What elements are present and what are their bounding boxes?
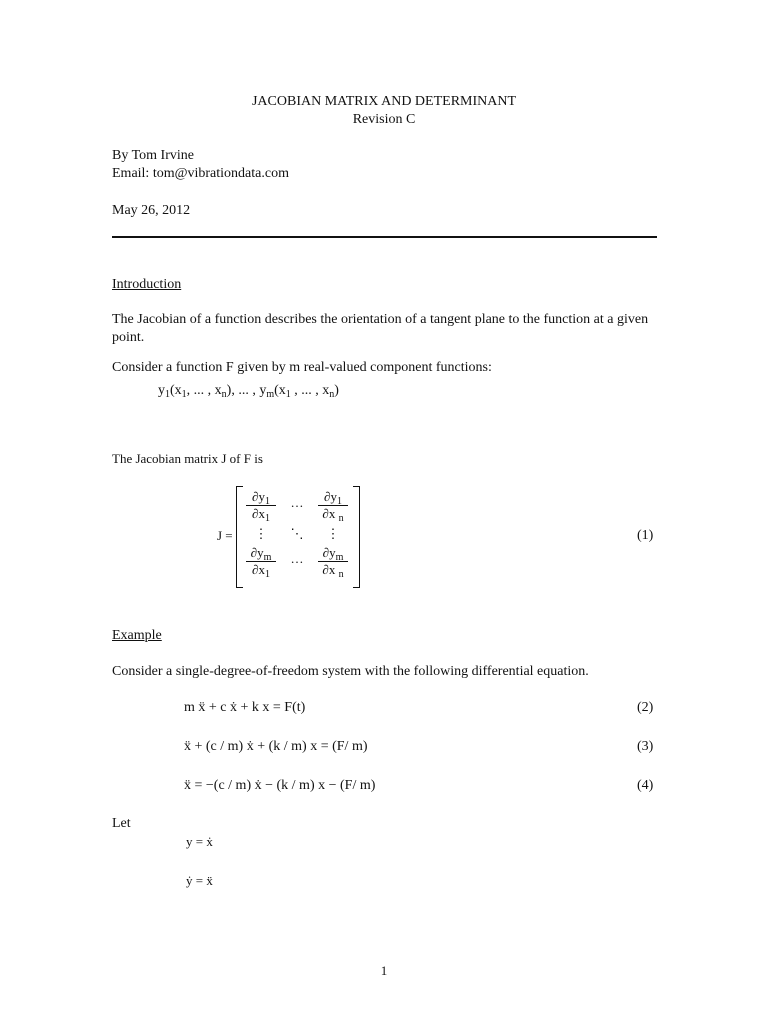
example-paragraph: Consider a single-degree-of-freedom system with the following differential equation. [112,664,589,679]
matrix-left-bracket [236,486,243,588]
equation-number-4: (4) [637,778,654,793]
example-heading: Example [112,628,162,643]
jacobian-matrix-intro: The Jacobian matrix J of F is [112,451,263,466]
document-title: JACOBIAN MATRIX AND DETERMINANT [251,94,517,109]
header-divider [112,236,657,238]
matrix-hdots-bottom: … [290,551,304,566]
component-functions-text: $y_1(x_1$, ... , $x_n$), ... , $y_m(x_1$ , ... , $x_n$) [158,383,339,400]
matrix-label: J = [217,528,233,543]
author-email: Email: tom@vibrationdata.com [112,166,289,181]
let-equation-1: y = ẋ [186,834,213,849]
let-label: Let [112,816,131,831]
introduction-paragraph: The Jacobian of a function describes the orientation of a tangent plane to the function at a given point. [112,312,649,345]
matrix-cell-dym-dxn: $\frac{\partial y_m}{\partial x _n}$ [318,546,348,577]
introduction-heading: Introduction [112,277,182,292]
component-functions-expression [158,382,339,400]
equation-number-1: (1) [637,528,654,543]
matrix-cell-dy1-dx1: $\frac{\partial y_1}{\partial x_1}$ [246,490,276,521]
matrix-vdots-right: ⋮ [326,526,340,541]
jacobian-matrix [236,486,360,586]
let-equation-2: ẏ = ẍ [186,873,213,888]
document-date: May 26, 2012 [112,203,191,218]
equation-number-3: (3) [637,739,654,754]
document-revision: Revision C [352,112,416,127]
matrix-ddots: ⋱ [290,526,304,541]
equation-2: m ẍ + c ẋ + k x = F(t) [184,700,306,715]
equation-4: ẍ = −(c / m) ẋ − (k / m) x − (F/ m) [184,778,376,793]
page-number: 1 [380,963,388,978]
equation-number-2: (2) [637,700,654,715]
component-functions-sentence: Consider a function F given by m real-valued component functions: [112,360,492,375]
author-byline: By Tom Irvine [112,148,194,163]
matrix-cell-dym-dx1: $\frac{\partial y_m}{\partial x_1}$ [246,546,276,577]
equation-3: ẍ + (c / m) ẋ + (k / m) x = (F/ m) [184,739,368,754]
matrix-cell-dy1-dxn: $\frac{\partial y_1}{\partial x _n}$ [318,490,348,521]
matrix-vdots-left: ⋮ [254,526,268,541]
matrix-hdots-top: … [290,495,304,510]
matrix-right-bracket [353,486,360,588]
